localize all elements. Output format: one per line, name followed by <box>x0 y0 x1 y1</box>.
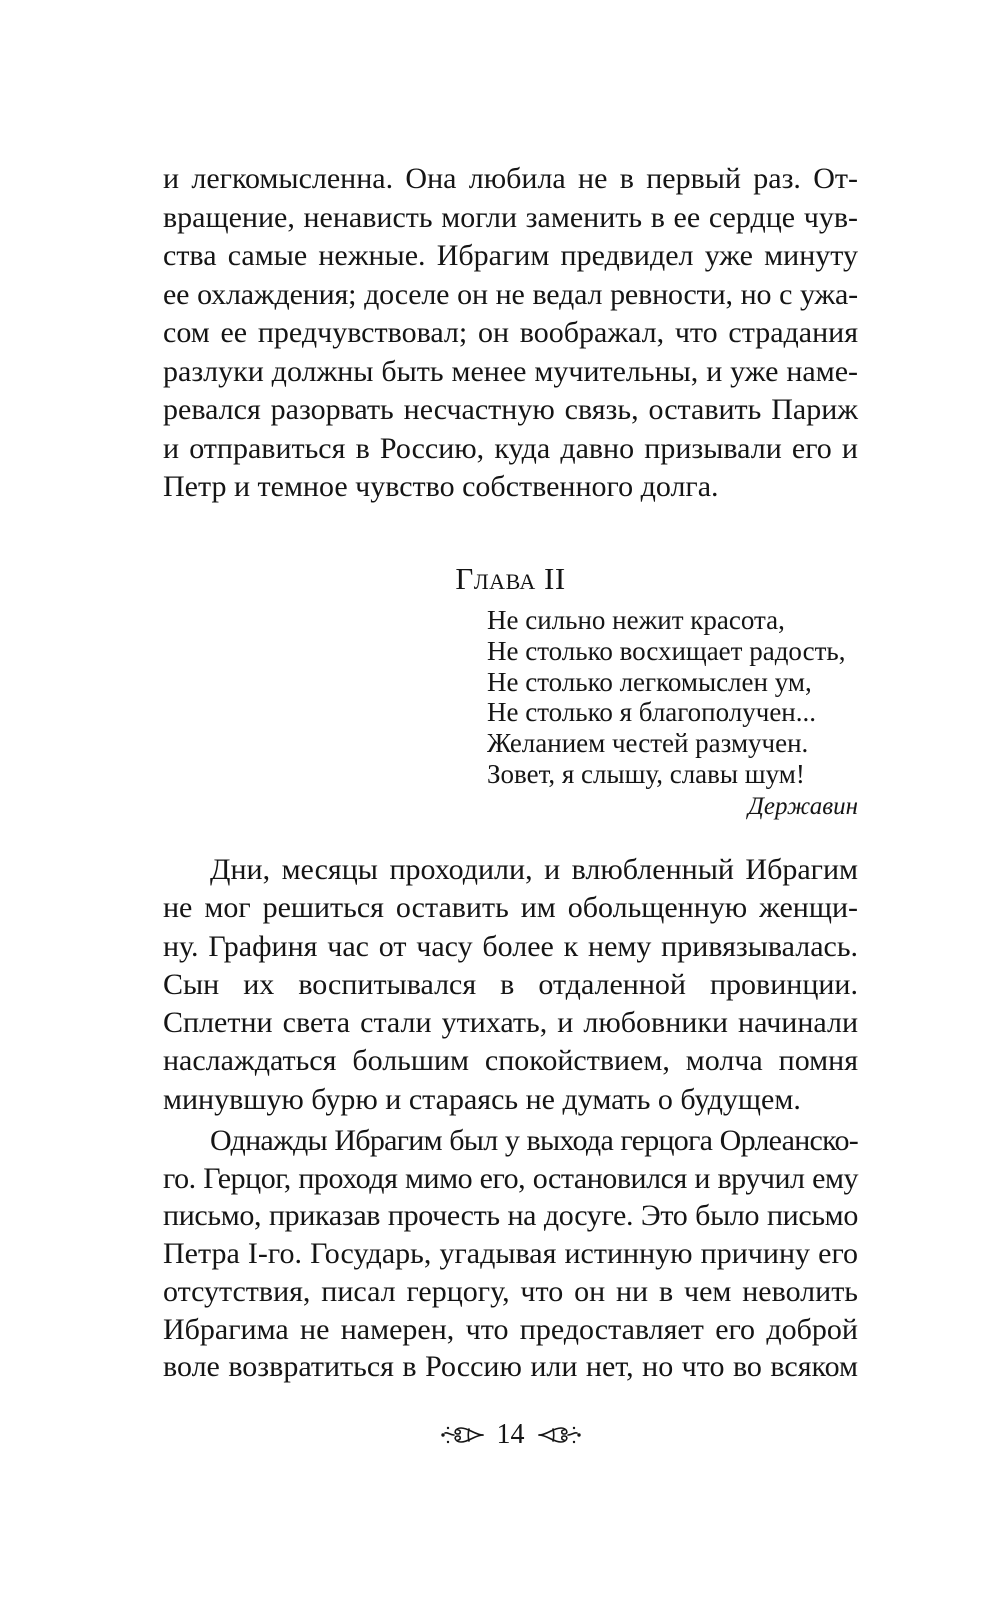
text-line: ства самые нежные. Ибрагим предвидел уже минуту <box>163 239 858 272</box>
text-line: разлуки должны быть менее мучительны, и уже наме- <box>163 354 858 388</box>
text-line: Петр и темное чувство собственного долга. <box>163 470 719 503</box>
epigraph-line: Желанием честей размучен. <box>487 728 809 759</box>
epigraph-line: Не столько легкомыслен ум, <box>487 666 812 697</box>
text-line: ревался разорвать несчастную связь, оставить Париж <box>163 393 858 426</box>
page-footer <box>163 1416 858 1454</box>
paragraph-continuation <box>163 160 858 507</box>
text-line: Однажды Ибрагим был у выхода герцога Орлеанско- <box>210 1124 858 1157</box>
ornament-left-icon <box>439 1422 485 1448</box>
epigraph-author: Державин <box>747 793 858 820</box>
epigraph-line: Не столько я благополучен... <box>487 697 817 728</box>
text-line: Сплетни света стали утихать, и любовники начинали <box>163 1006 858 1040</box>
chapter-heading: Глава II <box>455 561 566 596</box>
text-line: воле возвратиться в Россию или нет, но что во всяком <box>163 1350 858 1384</box>
text-line: не мог решиться оставить им обольщенную женщи- <box>163 891 858 925</box>
text-line: Дни, месяцы проходили, и влюбленный Ибрагим <box>210 853 858 886</box>
text-line: и легкомысленна. Она любила не в первый раз. От- <box>163 162 858 195</box>
epigraph-line: Зовет, я слышу, славы шум! <box>487 758 805 789</box>
text-line: сом ее предчувствовал; он воображал, что страдания <box>163 316 858 349</box>
text-line: и отправиться в Россию, куда давно призывали его и <box>163 431 858 465</box>
text-line: Петра I-го. Государь, угадывая истинную причину его <box>163 1237 858 1271</box>
text-line: ее охлаждения; доселе он не ведал ревности, но с ужа- <box>163 277 858 311</box>
ornament-right-icon <box>537 1422 583 1448</box>
text-line: минувшую бурю и стараясь не думать о будущем. <box>163 1082 801 1116</box>
page-number: 14 <box>496 1419 525 1450</box>
text-line: наслаждаться большим спокойствием, молча помня <box>163 1044 858 1078</box>
paragraph <box>163 1122 858 1386</box>
text-line: ну. Графиня час от часу более к нему привязывалась. <box>163 929 858 963</box>
text-line: Сын их воспитывался в отдаленной провинции. <box>163 967 858 1001</box>
epigraph-line: Не столько восхищает радость, <box>487 635 846 666</box>
text-line: Ибрагима не намерен, что предоставляет его доброй <box>163 1312 858 1346</box>
text-line: вращение, ненависть могли заменить в ее сердце чув- <box>163 200 858 234</box>
text-line: отсутствия, писал герцогу, что он ни в чем неволить <box>163 1274 858 1308</box>
epigraph <box>487 605 845 790</box>
epigraph-line: Не сильно нежит красота, <box>487 605 785 635</box>
text-line: го. Герцог, проходя мимо его, остановился и вручил ему <box>163 1161 858 1195</box>
paragraph <box>163 851 858 1119</box>
text-line: письмо, приказав прочесть на досуге. Это было письмо <box>163 1199 858 1233</box>
